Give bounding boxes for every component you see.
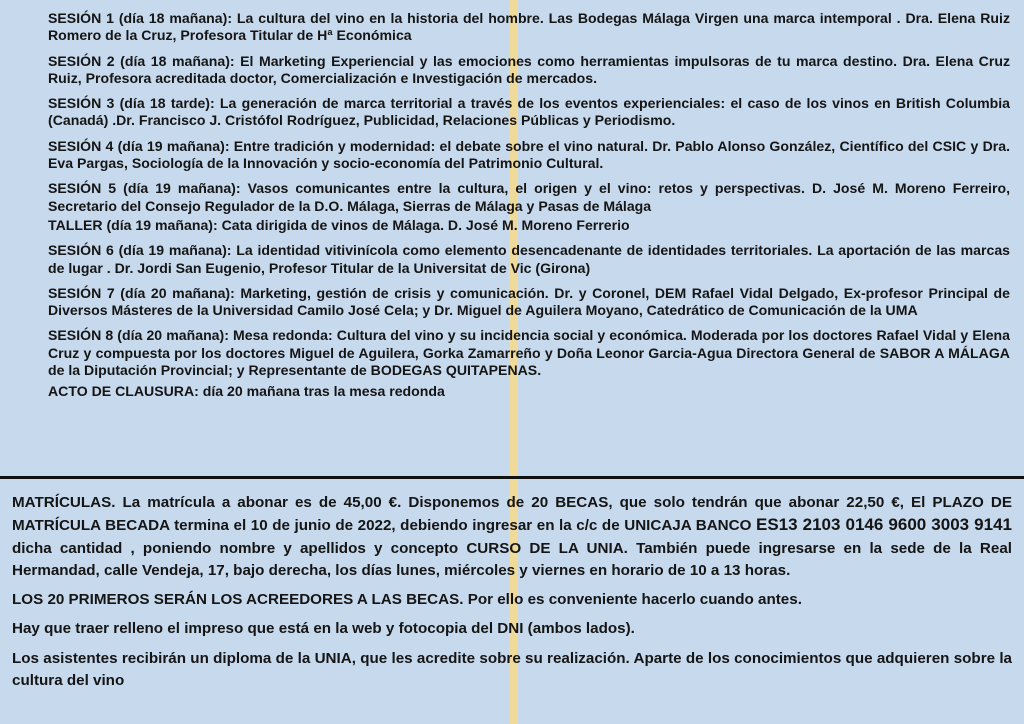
iban-number: ES13 2103 0146 9600 3003 9141 (755, 515, 1012, 535)
session-1: SESIÓN 1 (día 18 mañana): La cultura del vino en la historia del hombre. Las Bodegas Málaga Virgen una marca intemporal . Dra. Elena Ruiz Romero de la Cruz, Profesora Titular de Hª Económica (48, 10, 1010, 44)
session-8: SESIÓN 8 (día 20 mañana): Mesa redonda: Cultura del vino y su incidencia social y económica. Moderada por los doctores Rafael Vidal y Elena Cruz y compuesta por los doctores Miguel de Aguilera, Gorka Zamarreño y Doña Leonor Garcia-Agua Directora General de SABOR A MÁLAGA de la Diputación Provincial; y Representante de BODEGAS QUITAPENAS. (48, 327, 1010, 379)
acto-clausura: ACTO DE CLAUSURA: día 20 mañana tras la mesa redonda (48, 383, 445, 400)
taller: TALLER (día 19 mañana): Cata dirigida de vinos de Málaga. D. José M. Moreno Ferrerio (48, 216, 630, 233)
becas-note: LOS 20 PRIMEROS SERÁN LOS ACREEDORES A LAS BECAS. Por ello es conveniente hacerlo cuando antes. (12, 591, 802, 609)
session-3: SESIÓN 3 (día 18 tarde): La generación de marca territorial a través de los eventos experienciales: el caso de los vinos en British Columbia (Canadá) .Dr. Francisco J. Cristófol Rodríguez, Publicidad, Relaciones Públicas y Periodismo. (48, 95, 1011, 129)
session-5: SESIÓN 5 (día 19 mañana): Vasos comunicantes entre la cultura, el origen y el vino: retos y perspectivas. D. José M. Moreno Ferreiro, Secretario del Consejo Regulador de la D.O. Málaga, Sierras de Málaga y Pasas de Málaga (48, 180, 1010, 214)
session-4: SESIÓN 4 (día 19 mañana): Entre tradición y modernidad: el debate sobre el vino natural. Dr. Pablo Alonso González, Científico del CSIC y Dra. Eva Pargas, Sociología de la Innovación y socio-economía del Patrimonio Cultural. (48, 137, 1010, 172)
session-7: SESIÓN 7 (día 20 mañana): Marketing, gestión de crisis y comunicación. Dr. y Coronel, DEM Rafael Vidal Delgado, Ex-profesor Principal de Diversos Másteres de la Universidad Camilo José Cela; y Dr. Miguel de Aguilera Moyano, Catedrático de Comunicación de la UMA (48, 284, 1010, 319)
diploma-note: Los asistentes recibirán un diploma de la UNIA, que les acredite sobre su realización. Aparte de los conocimientos que adquieren sobre la cultura del vino (12, 649, 1012, 690)
registration-info (12, 492, 1012, 699)
session-6: SESIÓN 6 (día 19 mañana): La identidad vitivinícola como elemento desencadenante de identidades territoriales. La aportación de las marcas de lugar . Dr. Jordi San Eugenio, Profesor Titular de la Universitat de Vic (Girona) (48, 242, 1010, 276)
dni-note: Hay que traer relleno el impreso que está en la web y fotocopia del DNI (ambos lados). (12, 620, 635, 638)
session-2: SESIÓN 2 (día 18 mañana): El Marketing Experiencial y las emociones como herramientas impulsoras de tu marca destino. Dra. Elena Cruz Ruiz, Profesora acreditada doctor, Comercialización e Investigación de mercados. (48, 52, 1010, 86)
section-divider (0, 476, 1024, 479)
sessions-list (48, 10, 1010, 409)
matriculas-paragraph: MATRÍCULAS. La matrícula a abonar es de 45,00 €. Disponemos de 20 BECAS, que solo tendrán que abonar 22,50 €, El PLAZO DE MATRÍCULA BECADA termina el 10 de junio de 2022, debiendo ingresar en la c/c de UNICAJA BANCO ES13 2103 0146 9600 3003 9141 dicha cantidad , poniendo nombre y apellidos y concepto CURSO DE LA UNIA. También puede ingresarse en la sede de la Real Hermandad, calle Vendeja, 17, bajo derecha, los días lunes, miércoles y viernes en horario de 10 a 13 horas. (12, 494, 1012, 579)
